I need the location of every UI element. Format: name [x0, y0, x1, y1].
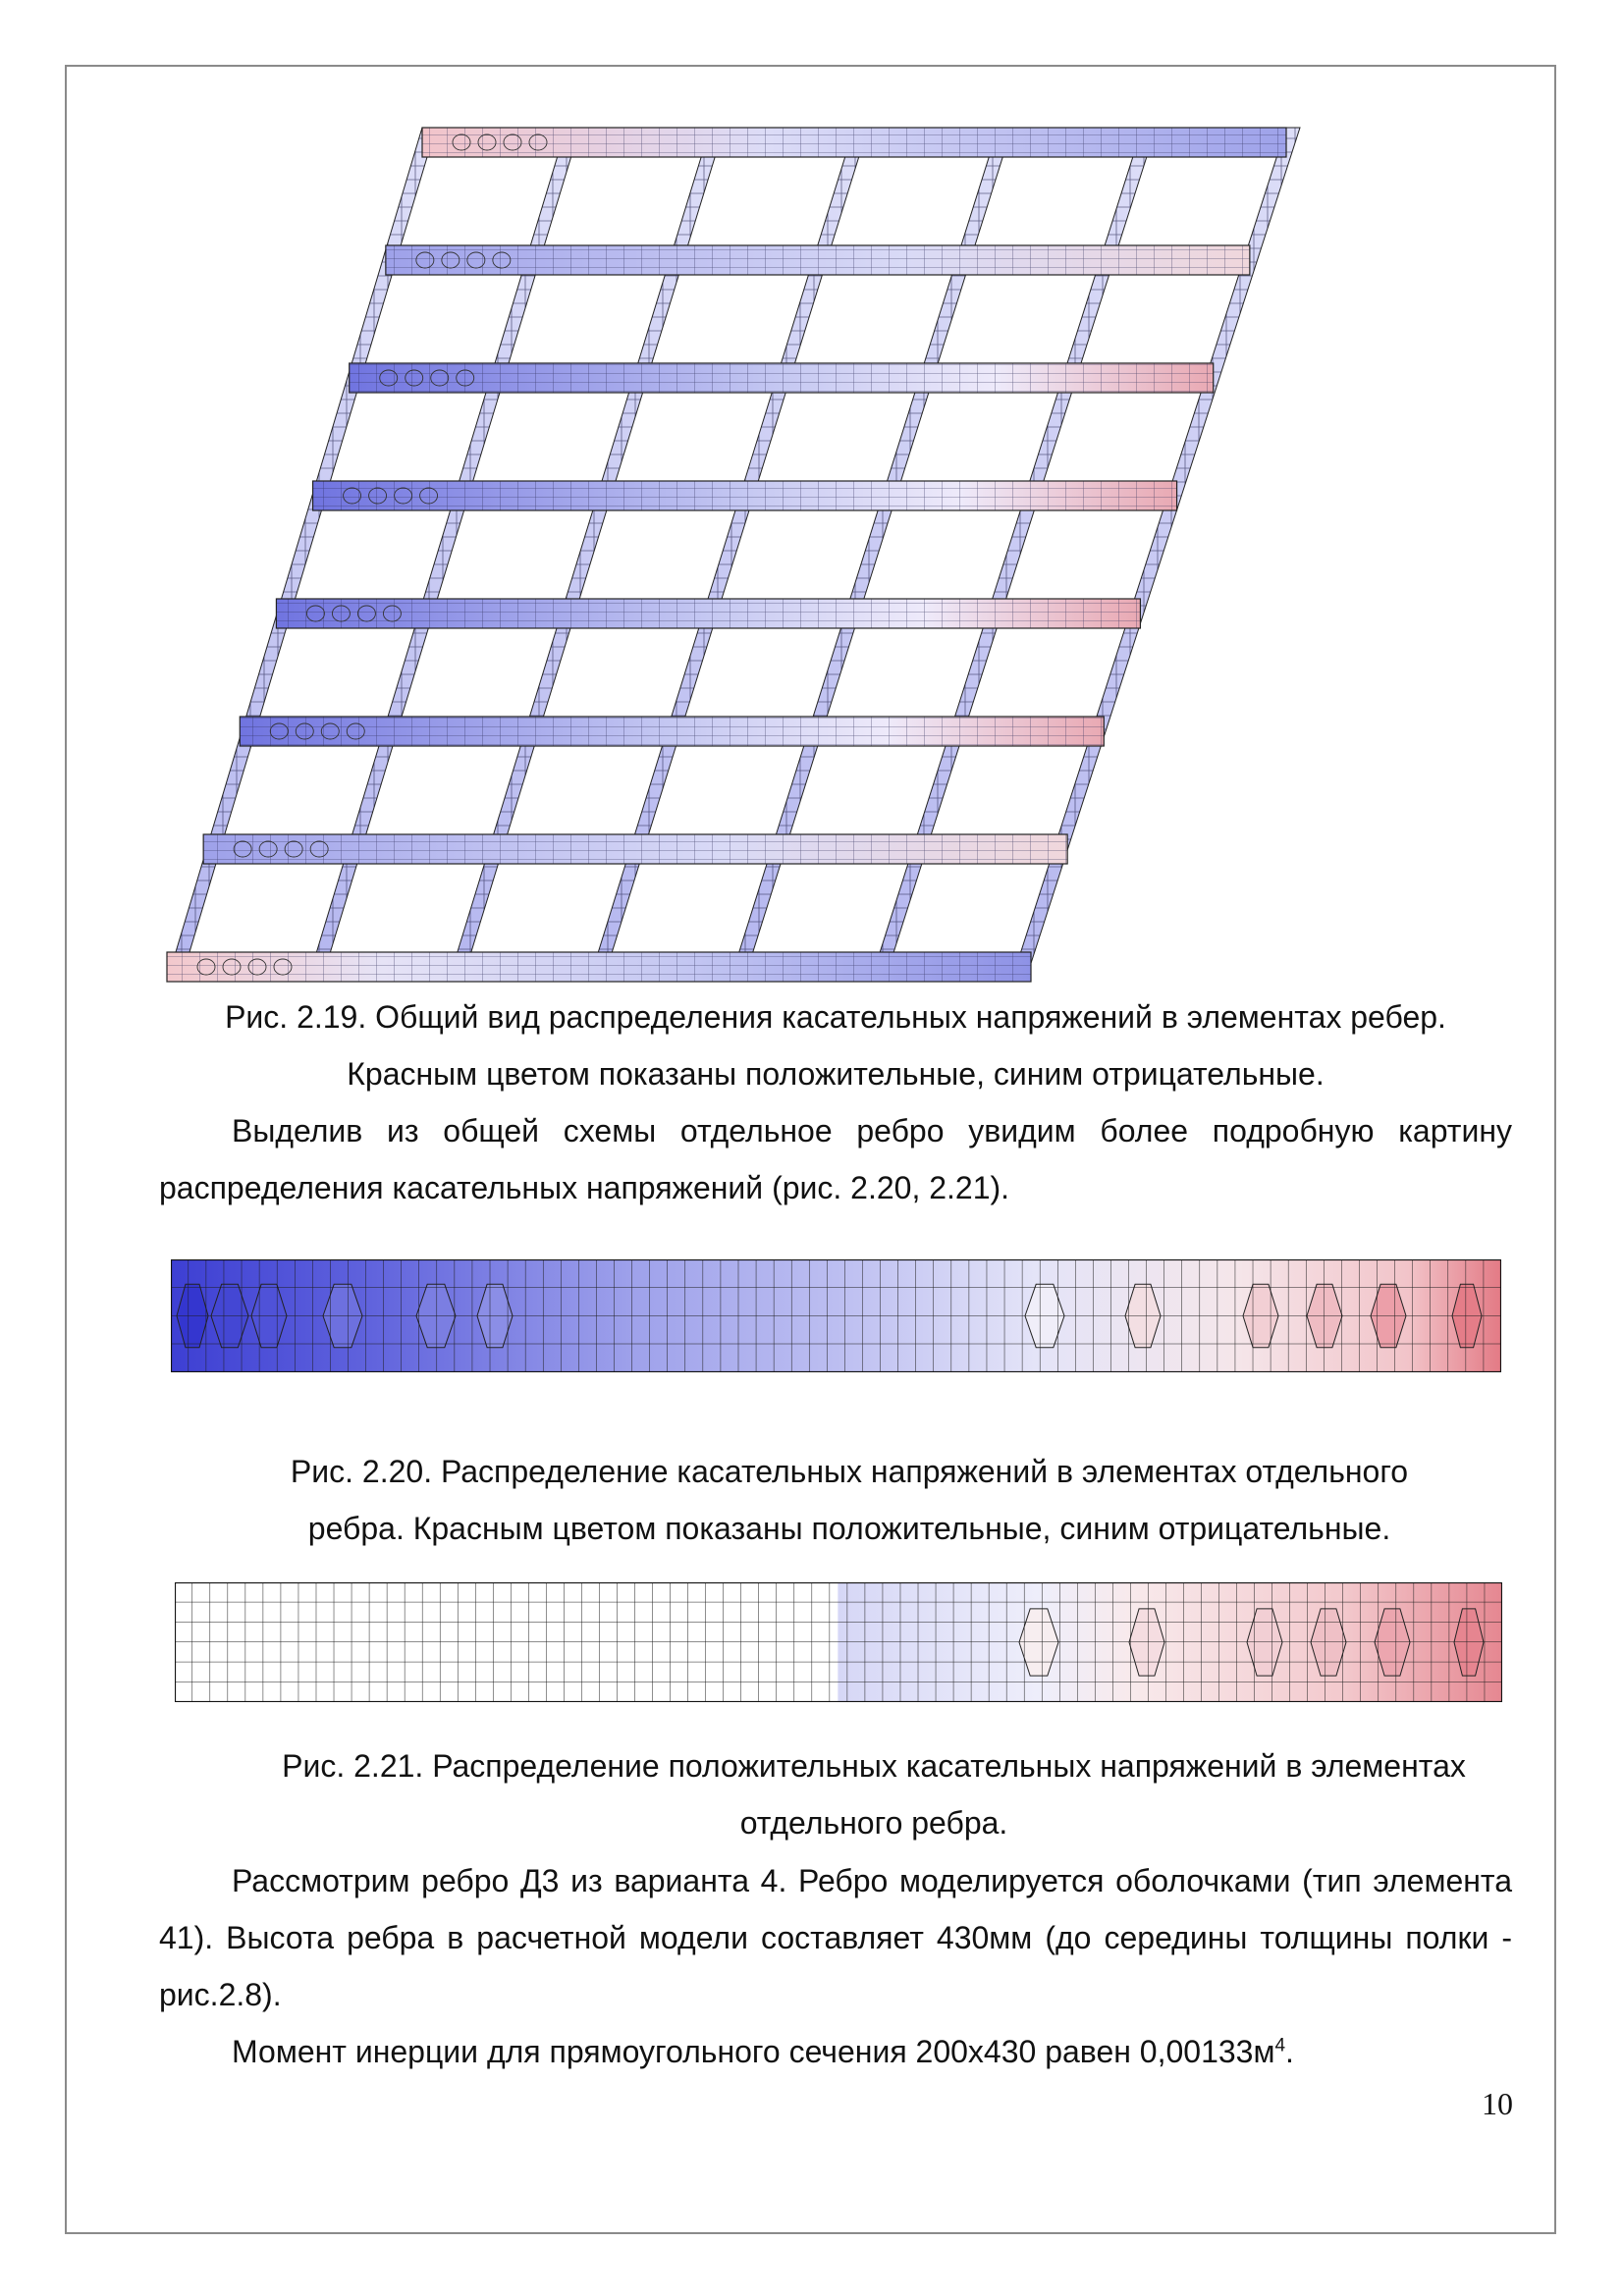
- horizontal-rib-mesh: [203, 834, 1067, 864]
- figure-2-19-caption: [159, 988, 1512, 1102]
- figure-2-21-caption-line2: отдельного ребра.: [739, 1805, 1008, 1841]
- paragraph-1: Выделив из общей схемы отдельное ребро увидим более подробную картину распределения касательных напряжений (рис. 2.20, 2.21).: [159, 1113, 1512, 1205]
- figure-2-20-caption-line2: ребра. Красным цветом показаны положительные, синим отрицательные.: [307, 1511, 1391, 1546]
- paragraph-2: Рассмотрим ребро Д3 из варианта 4. Ребро моделируется оболочками (тип элемента 41). Высота ребра в расчетной модели составляет 430мм (до середины толщины полки - рис.2.8).: [159, 1863, 1512, 2012]
- horizontal-rib-mesh: [167, 952, 1031, 982]
- horizontal-rib-mesh: [240, 717, 1104, 746]
- horizontal-rib-mesh: [422, 128, 1286, 157]
- figure-2-19-rib-grid: [147, 118, 1522, 991]
- figure-2-21-rib-strip: [175, 1582, 1502, 1702]
- horizontal-rib-mesh: [276, 599, 1140, 628]
- horizontal-rib-mesh: [386, 245, 1250, 275]
- paragraph-3-superscript: 4: [1274, 2035, 1286, 2056]
- paragraph-3: [159, 2023, 1512, 2080]
- figure-2-21-caption: [236, 1737, 1512, 1851]
- paragraph-3-end: .: [1285, 2034, 1294, 2069]
- horizontal-rib-mesh: [313, 481, 1177, 510]
- figure-2-19-caption-line2: Красным цветом показаны положительные, синим отрицательные.: [347, 1056, 1325, 1092]
- figure-2-21-caption-line1: Рис. 2.21. Распределение положительных касательных напряжений в элементах: [282, 1748, 1466, 1784]
- horizontal-rib-mesh: [350, 363, 1214, 393]
- figure-2-20-rib-strip: [171, 1259, 1501, 1372]
- figure-2-19-caption-line1: Рис. 2.19. Общий вид распределения касательных напряжений в элементах ребер.: [225, 999, 1446, 1035]
- figure-2-20-caption: [245, 1443, 1453, 1557]
- page-number: 10: [1482, 2086, 1513, 2121]
- figure-2-20-caption-line1: Рис. 2.20. Распределение касательных напряжений в элементах отдельного: [290, 1454, 1409, 1489]
- paragraph-3-text: Момент инерции для прямоугольного сечения 200х430 равен 0,00133м: [232, 2034, 1275, 2069]
